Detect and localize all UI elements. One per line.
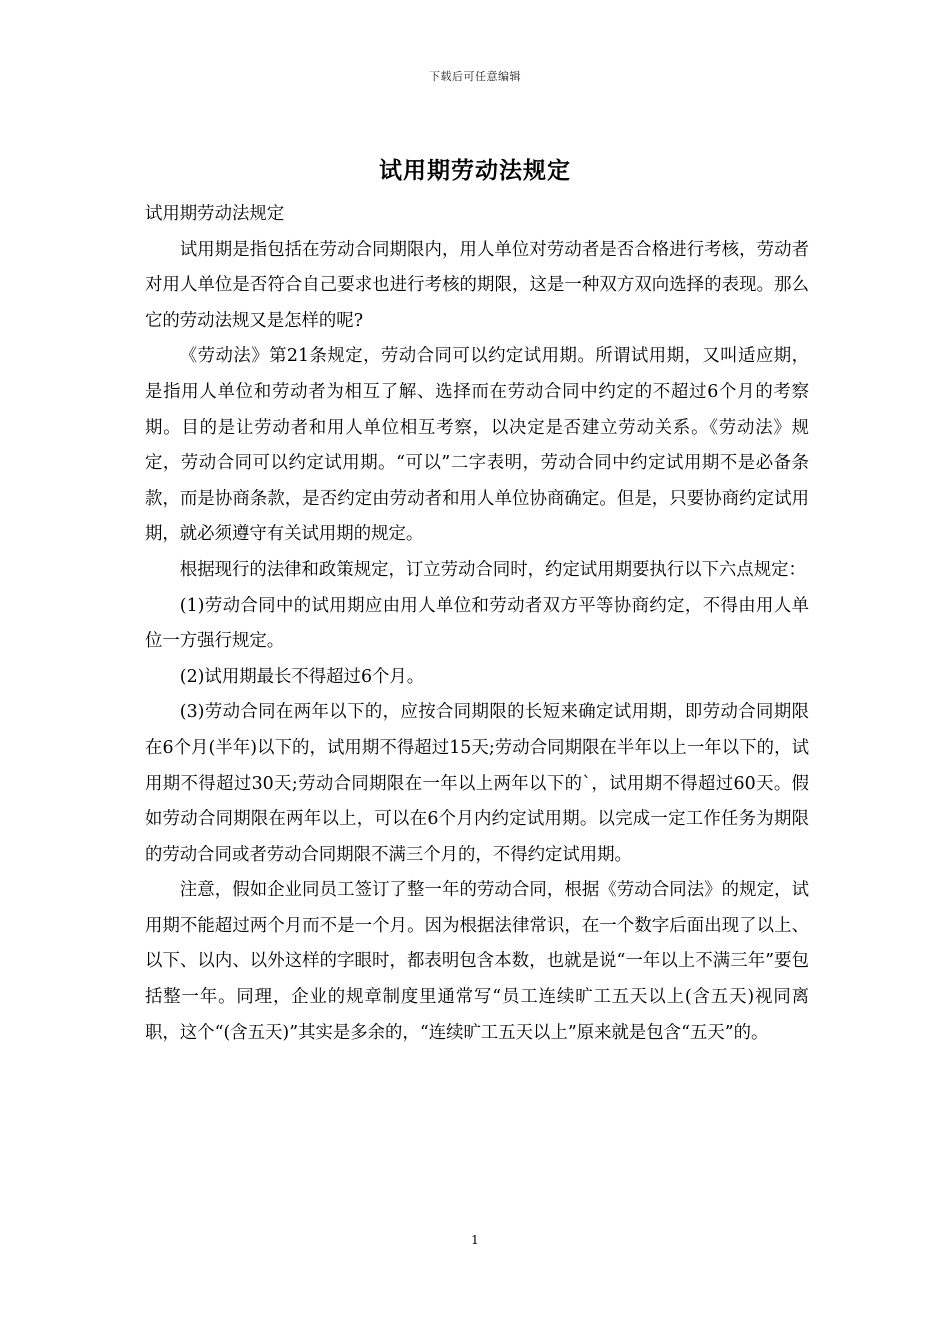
paragraph-rule-2: (2)试用期最长不得超过6个月。: [179, 666, 425, 687]
paragraph-note: 注意，假如企业同员工签订了整一年的劳动合同，根据《劳动合同法》的规定，试用期不能超过两个月而不是一个月。因为根据法律常识，在一个数字后面出现了以上、以下、以内、以外这样的字眼时，都表明包含本数，也就是说“一年以上不满三年”要包括整一年。同理，企业的规章制度里通常写“员工连续旷工五天以上(含五天)视同离职，这个“(含五天)”其实是多余的，“连续旷工五天以上”原来就是包含“五天”的。: [145, 880, 809, 1043]
paragraph-rule-3: (3)劳动合同在两年以下的，应按合同期限的长短来确定试用期，即劳动合同期限在6个月(半年)以下的，试用期不得超过15天;劳动合同期限在半年以上一年以下的，试用期不得超过30天;劳动合同期限在一年以上两年以下的`，试用期不得超过60天。假如劳动合同期限在两年以上，可以在6个月内约定试用期。以完成一定工作任务为期限的劳动合同或者劳动合同期限不满三个月的，不得约定试用期。: [145, 702, 809, 865]
header-note: 下载后可任意编辑: [429, 70, 521, 83]
paragraph-six-rules-intro: 根据现行的法律和政策规定，订立劳动合同时，约定试用期要执行以下六点规定：: [179, 559, 806, 580]
document-body: [145, 197, 809, 1051]
paragraph-rule-1: (1)劳动合同中的试用期应由用人单位和劳动者双方平等协商约定，不得由用人单位一方强行规定。: [145, 595, 809, 652]
document-subtitle: 试用期劳动法规定: [145, 204, 285, 224]
page-number: 1: [471, 1233, 479, 1247]
document-title: 试用期劳动法规定: [379, 157, 571, 184]
paragraph-intro: 试用期是指包括在劳动合同期限内，用人单位对劳动者是否合格进行考核，劳动者对用人单位是否符合自己要求也进行考核的期限，这是一种双方双向选择的表现。那么它的劳动法规又是怎样的呢?: [145, 239, 809, 331]
paragraph-labor-law-article: 《劳动法》第21条规定，劳动合同可以约定试用期。所谓试用期，又叫适应期，是指用人单位和劳动者为相互了解、选择而在劳动合同中约定的不超过6个月的考察期。目的是让劳动者和用人单位相互考察，以决定是否建立劳动关系。《劳动法》规定，劳动合同可以约定试用期。“可以”二字表明，劳动合同中约定试用期不是必备条款，而是协商条款，是否约定由劳动者和用人单位协商确定。但是，只要协商约定试用期，就必须遵守有关试用期的规定。: [145, 346, 809, 545]
